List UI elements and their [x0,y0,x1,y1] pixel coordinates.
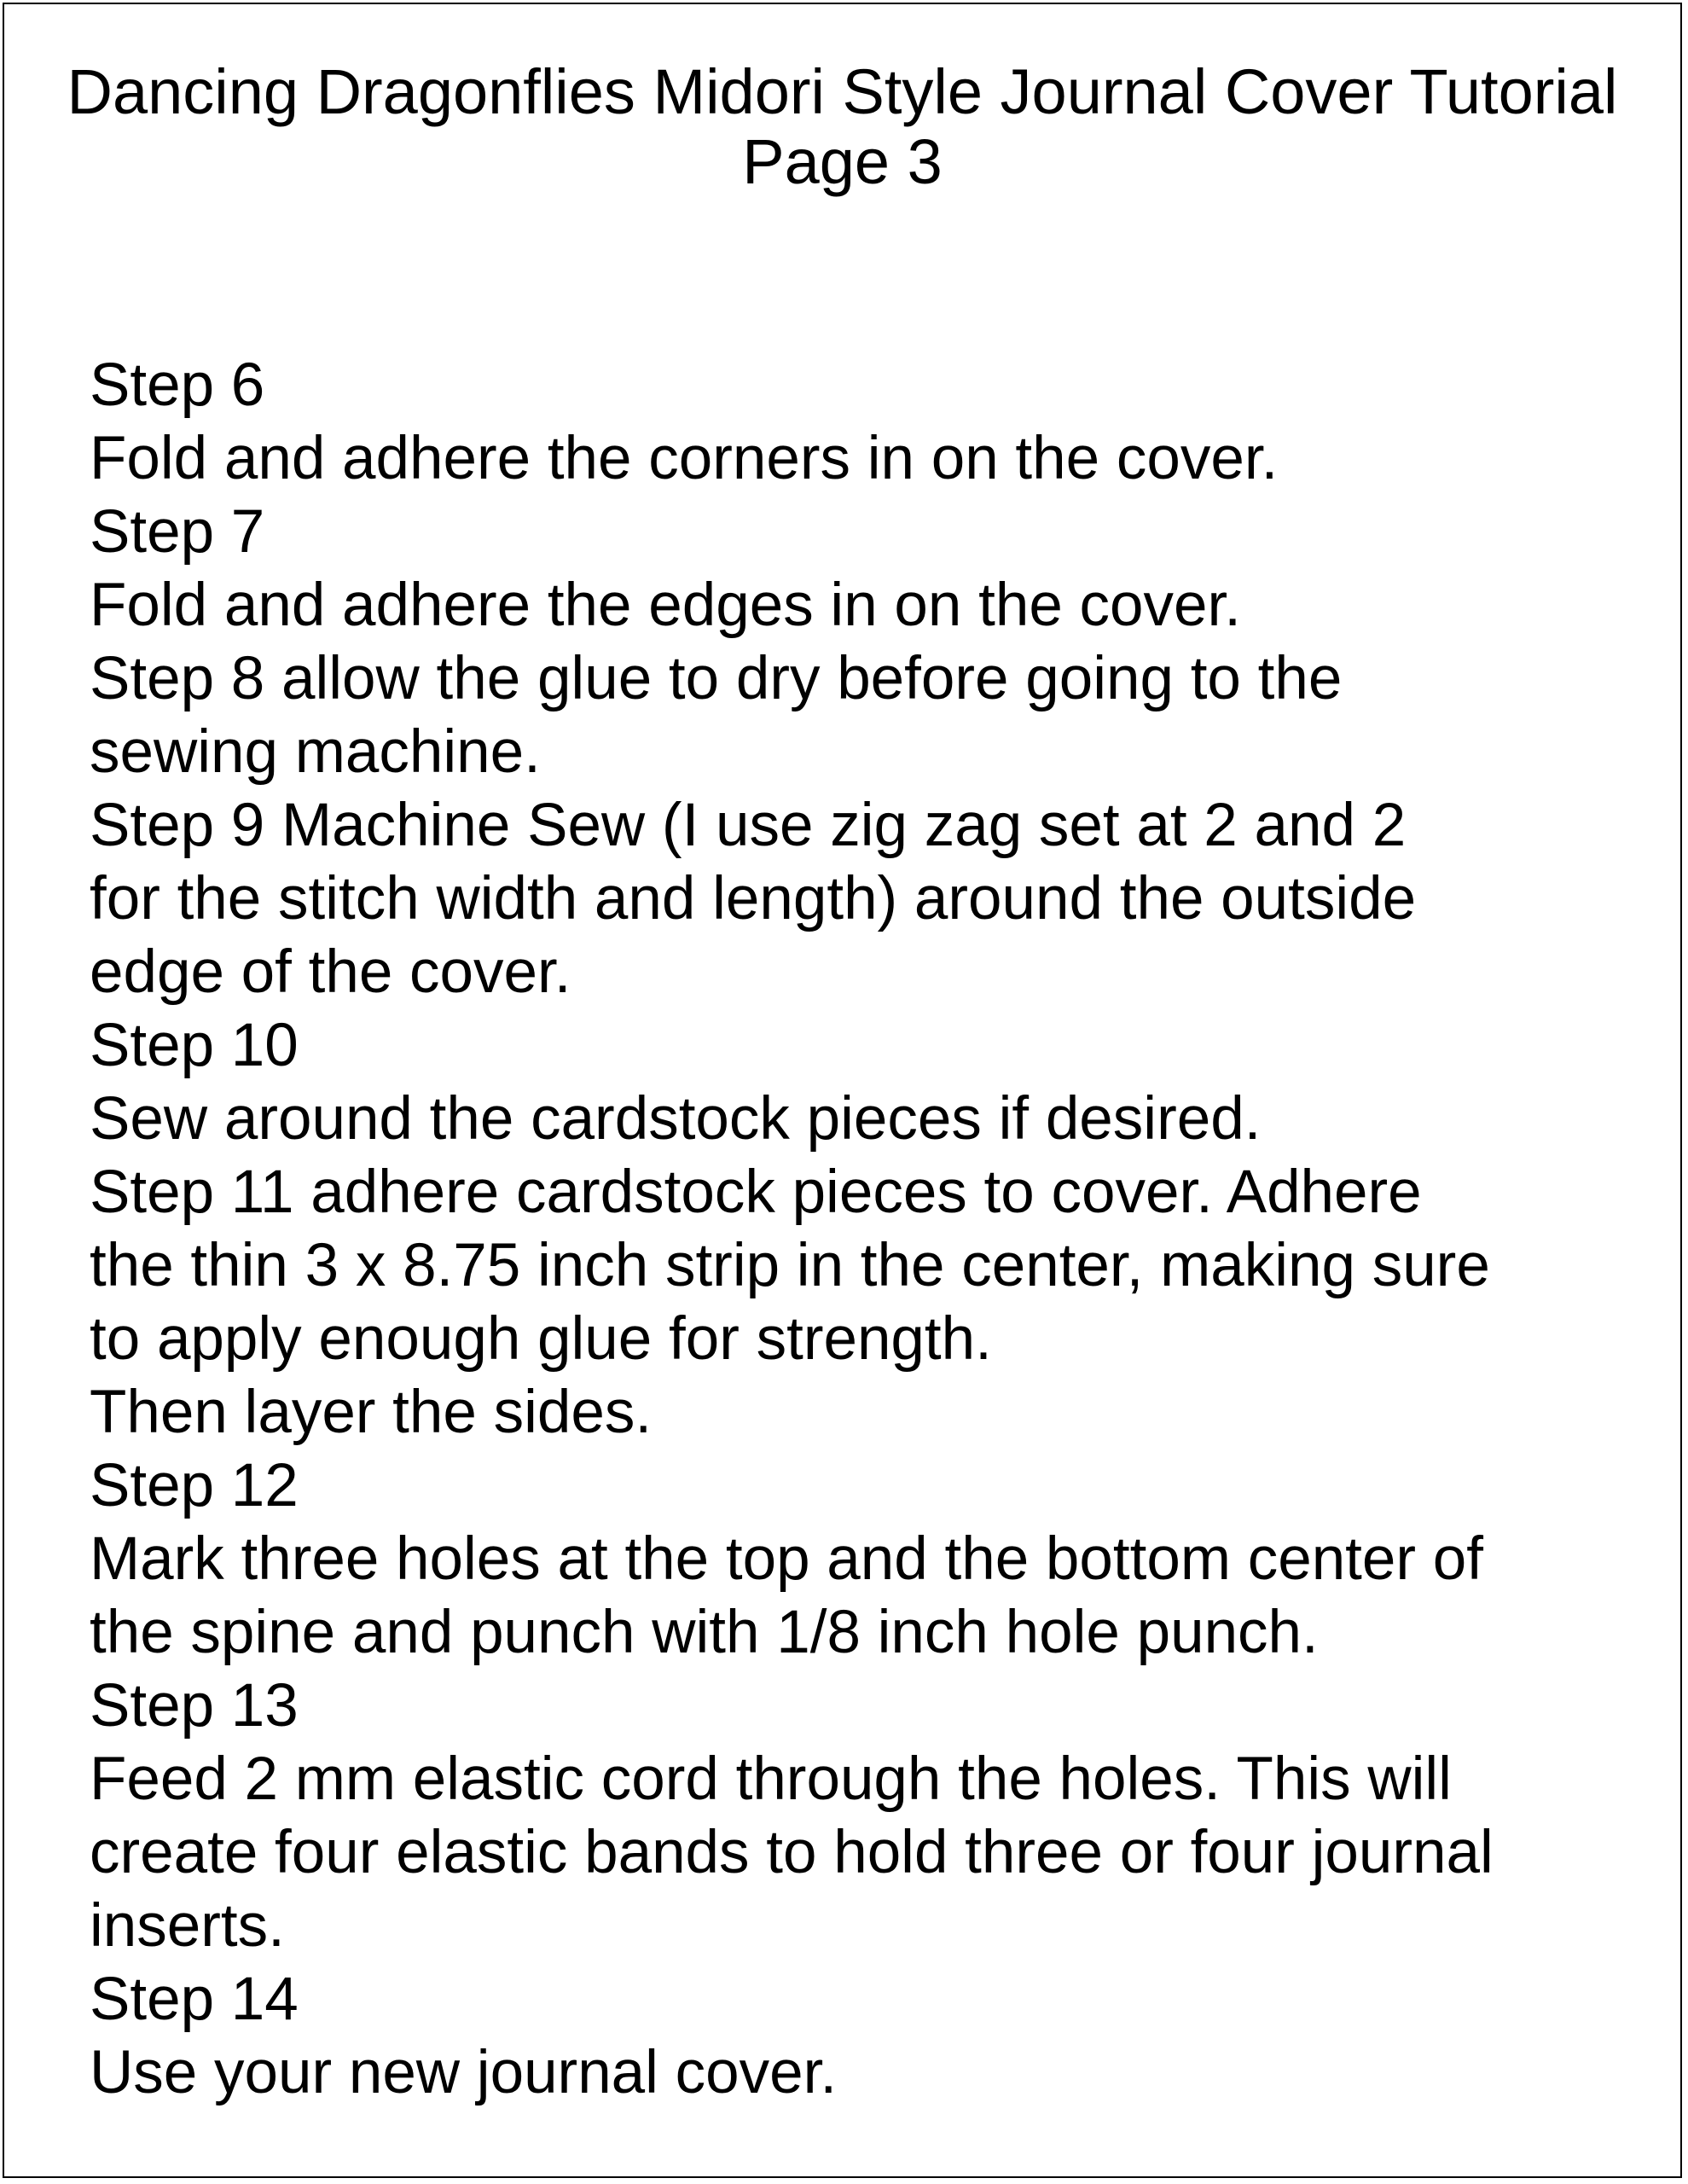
step-10-heading: Step 10 [90,1012,299,1079]
step-10-text: Sew around the cardstock pieces if desired. [90,1085,1262,1153]
header [4,57,1680,197]
step-6-heading: Step 6 [90,351,265,419]
step-12-text-line-2: the spine and punch with 1/8 inch hole punch. [90,1599,1319,1666]
step-13-text-line-2: create four elastic bands to hold three or four journal [90,1819,1494,1886]
step-7-heading: Step 7 [90,498,265,566]
step-6-text: Fold and adhere the corners in on the cover. [90,425,1279,492]
page-number: Page 3 [742,126,943,197]
step-14-heading: Step 14 [90,1966,299,2033]
step-11-text-line-4: Then layer the sides. [90,1379,653,1446]
instructions-body [90,349,1650,2110]
step-11-text-line-3: to apply enough glue for strength. [90,1305,992,1373]
step-11-text-line-2: the thin 3 x 8.75 inch strip in the center, making sure [90,1232,1490,1299]
step-12-text-line-1: Mark three holes at the top and the bottom center of [90,1525,1483,1593]
step-9-text-line-1: Step 9 Machine Sew (I use zig zag set at 2 and 2 [90,792,1407,859]
step-13-text-line-3: inserts. [90,1892,285,1960]
step-9-text-line-2: for the stitch width and length) around the outside [90,865,1417,932]
document-title: Dancing Dragonflies Midori Style Journal Cover Tutorial [67,56,1618,127]
step-8-text-line-1: Step 8 allow the glue to dry before going to the [90,645,1343,712]
step-12-heading: Step 12 [90,1452,299,1519]
step-8-text-line-2: sewing machine. [90,718,541,786]
step-14-text: Use your new journal cover. [90,2039,838,2106]
step-9-text-line-3: edge of the cover. [90,938,571,1006]
step-11-text-line-1: Step 11 adhere cardstock pieces to cover. Adhere [90,1159,1422,1226]
step-7-text: Fold and adhere the edges in on the cover. [90,572,1241,639]
step-13-heading: Step 13 [90,1672,299,1740]
step-13-text-line-1: Feed 2 mm elastic cord through the holes. This will [90,1745,1452,1813]
document-page [3,3,1682,2178]
